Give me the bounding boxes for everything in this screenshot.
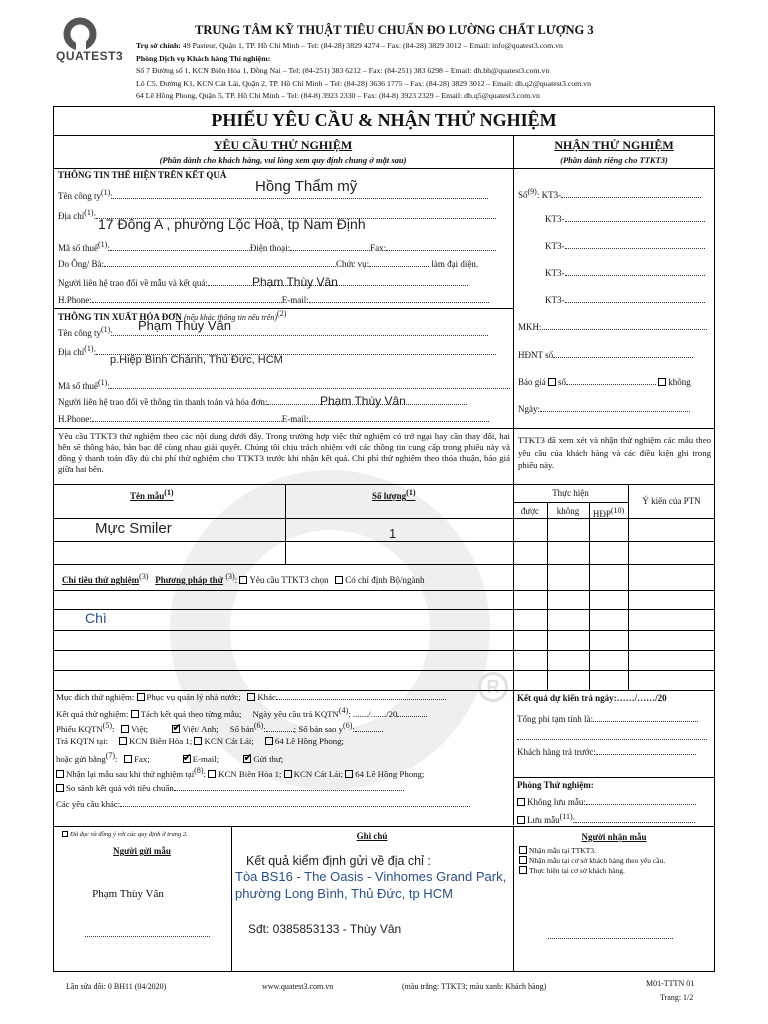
invoice-company-label: Tên công $ty^{(1)}$: xyxy=(58,325,488,338)
col-sample-qty: Số lượng$^{(1)}$ xyxy=(372,488,416,501)
right-header-title: NHẬN THỬ NGHIỆM xyxy=(554,138,674,152)
report-address-label: Địa chỉ$^{(1)}$: xyxy=(58,208,496,221)
report-address-value[interactable]: 17 Đông A , phường Lộc Hoà, tp Nam Định xyxy=(98,216,366,232)
right-kt3-row-2: KT3- xyxy=(545,214,705,224)
send-row: hoặc gửi bằng$^{(7)}$: Fax; ✔ E-mail; ✔ Gửi thư; xyxy=(56,751,283,764)
lab-store-checkbox[interactable] xyxy=(517,816,525,824)
return-catlai-checkbox[interactable] xyxy=(194,737,202,745)
right-hdnt-row: HĐNT số xyxy=(518,350,693,360)
hq-text: 49 Pasteur, Quận 1, TP. Hồ Chí Minh – Tel: (84-28) 3829 4274 – Fax: (84-28) 3829 3012 – Email: info@quatest3.com.vn xyxy=(182,41,563,50)
sample-name-value[interactable]: Mực Smiler xyxy=(95,520,172,537)
note-address: Tòa BS16 - The Oasis - Vinhomes Grand Park, phường Long Bình, Thủ Đức, tp HCM xyxy=(235,869,507,901)
invoice-address-label: Địa chỉ$^{(1)}$: xyxy=(58,344,496,357)
sample-qty-value[interactable]: 1 xyxy=(389,526,397,541)
footer-page: Trang: 1/2 xyxy=(660,993,694,1002)
receiver-options: Nhận mẫu tại TTKT3. Nhận mẫu tại cơ sở khách hàng theo yêu cầu. Thực hiện tại cơ sở khách hàng. xyxy=(519,846,665,876)
report-company-label: Tên công $ty^{(1)}$: xyxy=(58,188,488,201)
note-title: Ghi chú xyxy=(356,831,388,841)
invoice-tax-label: Mã số thuế$^{(1)}$: xyxy=(58,378,510,391)
hq-label: Trụ sở chính: xyxy=(136,41,181,50)
right-so-row: Số$^{(9)}$: KT3- xyxy=(518,187,701,200)
header-contacts xyxy=(136,40,591,103)
right-mkh-row: MKH: xyxy=(518,322,707,332)
invoice-address-value[interactable]: p.Hiệp Bình Chánh, Thủ Đức, HCM xyxy=(110,354,283,366)
expected-row: Kết quả dự kiến trả ngày:……/……/20 xyxy=(517,693,667,703)
invoice-info-title: THÔNG TIN XUẤT HÓA ĐƠN (nếu khác thông tin nêu trên)$^{(2)}$ xyxy=(58,309,287,322)
fee-row: Tổng phí tạm tính là: xyxy=(517,714,698,724)
footer-web[interactable]: www.quatest3.com.vn xyxy=(262,982,334,991)
send-mail-checkbox[interactable] xyxy=(243,755,251,763)
recv-onsite-checkbox[interactable] xyxy=(519,866,527,874)
col-exec: Thực hiện xyxy=(552,488,589,498)
recv-row: Nhận lại mẫu sau khi thử nghiệm tại$^{(8)}$: KCN Biên Hòa 1; KCN Cát Lái; 64 Lê Hồng Phong; xyxy=(56,766,424,779)
invoice-contact-label: Người liên hệ trao đổi về thông tin thanh toán và hóa đơn: xyxy=(58,397,467,407)
return-row: Trả KQTN tại: KCN Biên Hòa 1; KCN Cát Lái; 64 Lê Hồng Phong; xyxy=(56,736,344,746)
result-split-checkbox[interactable] xyxy=(131,710,139,718)
criteria-value[interactable]: Chì xyxy=(85,610,107,626)
report-rep-row: Do Ông/ Bà: Chức vụ: làm đại diện. xyxy=(58,259,479,269)
report-contact-label: Người liên hệ trao đổi về mẫu và kết quả: xyxy=(58,278,468,288)
return-lehongphong-checkbox[interactable] xyxy=(265,737,273,745)
footer-rev: Lần sửa đổi: 0 BH11 (04/2020) xyxy=(66,982,167,991)
compare-row: So sánh kết quả với tiêu chuẩn xyxy=(56,783,404,793)
right-kt3-row-3: KT3- xyxy=(545,241,705,251)
receiver-sign-line xyxy=(548,938,673,939)
col-ptn-opinion: Ý kiến của PTN xyxy=(642,496,701,506)
right-kt3-row-5: KT3- xyxy=(545,295,705,305)
compare-checkbox[interactable] xyxy=(56,784,64,792)
sender-name[interactable]: Phạm Thùy Vân xyxy=(92,888,164,900)
right-ngay-row: Ngày: xyxy=(518,404,690,414)
quatest-logo-icon xyxy=(60,17,120,51)
left-header-title: YÊU CẦU THỬ NGHIỆM xyxy=(213,138,353,152)
service-label: Phòng Dịch vụ Khách hàng Thí nghiệm: xyxy=(136,53,271,63)
purpose-row: Mục đích thử nghiệm: Phục vụ quản lý nhà nước; Khác xyxy=(56,692,446,702)
watermark-registered-icon: R xyxy=(478,672,508,702)
col-exec-no: không xyxy=(556,506,580,516)
note-line1: Kết quả kiểm định gửi về địa chỉ : xyxy=(246,854,431,868)
report-company-value[interactable]: Hồng Thẩm mỹ xyxy=(255,178,358,195)
right-kt3-row-4: KT3- xyxy=(545,268,705,278)
agree-row: Đã đọc và đồng ý với các quy định ở trang 2. xyxy=(62,831,188,838)
report-tax-row: Mã số thuế$^{(1)}$: Điện thoại: Fax: xyxy=(58,240,496,253)
baogia-so-checkbox[interactable] xyxy=(548,378,556,386)
footer-color-note: (màu trắng: TTKT3; màu xanh: Khách hàng) xyxy=(402,982,547,991)
other-row: Các yêu cầu khác: xyxy=(56,799,470,809)
method-ministry-checkbox[interactable] xyxy=(335,576,343,584)
recv-bienhoa-checkbox[interactable] xyxy=(208,770,216,778)
prepaid-row: Khách hàng trả trước: xyxy=(517,747,696,757)
fee-line xyxy=(517,732,707,742)
result-row: Kết quả thử nghiệm: Tách kết quả theo từng mẫu; Ngày yêu cầu trả KQTN$^{(4)}$: ......./......./20 xyxy=(56,706,427,719)
purpose-other-checkbox[interactable] xyxy=(247,693,255,701)
address-lehongphong: 64 Lê Hồng Phong, Quận 5, TP. Hồ Chí Minh – Tel: (84-8) 3923 2330 – Fax: (84-8) 3923 2329 – Email: dh.q5@quatest3.com.vn xyxy=(136,91,540,100)
lab-title: Phòng Thử nghiệm: xyxy=(517,780,594,790)
agreement-right: TTKT3 đã xem xét và nhận thử nghiệm các mẫu theo yêu cầu của khách hàng và các điều kiện ghi trong phiếu này. xyxy=(518,435,711,470)
footer-code: M01-TTTN 01 xyxy=(646,979,695,988)
lang-viet-checkbox[interactable] xyxy=(121,725,129,733)
form-title: PHIẾU YÊU CẦU & NHẬN THỬ NGHIỆM xyxy=(211,110,557,130)
agreement-left: Yêu cầu TTKT3 thử nghiệm theo các nội dung dưới đây. Trong trường hợp việc thử nghiệm có trở ngại hay cần thay đổi, hai bên sẽ thông báo, bàn bạc để cùng nhau giải quyết. Chúng tôi chịu trách nhiệm với các thông tin cung cấp trong phiếu này và đồng ý thanh toán đầy đủ chi phí thử nghiệm cho TTKT3 trước khi nhận kết quả. Chi phí thử nghiệm theo thỏa thuận, báo giá giữa hai bên. xyxy=(58,431,510,474)
recv-sample-checkbox[interactable] xyxy=(56,770,64,778)
agree-checkbox[interactable] xyxy=(62,831,68,837)
recv-catlai-checkbox[interactable] xyxy=(284,770,292,778)
col-exec-hdp: HĐP$^{(10)}$ xyxy=(592,506,625,519)
right-header-subtitle: (Phần dành riêng cho TTKT3) xyxy=(560,155,668,165)
lab-nostore-checkbox[interactable] xyxy=(517,798,525,806)
recv-lehongphong-checkbox[interactable] xyxy=(345,770,353,778)
send-fax-checkbox[interactable] xyxy=(124,755,132,763)
report-hphone-row: H.Phone: E-mail: xyxy=(58,295,489,305)
invoice-company-value[interactable]: Phạm Thùy Vân xyxy=(138,318,231,333)
address-bienhoa: Số 7 Đường số 1, KCN Biên Hòa 1, Đồng Nai – Tel: (84-251) 383 6212 – Fax: (84-251) 383 6298 – Email: dh.bh@quatest3.com.vn xyxy=(136,66,550,75)
report-contact-value[interactable]: Phạm Thùy Vân xyxy=(252,275,338,289)
note-phone: Sđt: 0385853133 - Thùy Vân xyxy=(248,922,402,936)
org-name: TRUNG TÂM KỸ THUẬT TIÊU CHUẨN ĐO LƯỜNG CHẤT LƯỢNG 3 xyxy=(195,23,594,37)
sender-title: Người gửi mẫu xyxy=(113,846,171,856)
lab-store-row: Lưu mẫu$^{(11)}$: xyxy=(517,812,695,825)
logo xyxy=(56,17,124,67)
recv-customer-checkbox[interactable] xyxy=(519,856,527,864)
recv-ttkt3-checkbox[interactable] xyxy=(519,846,527,854)
sender-sign-line xyxy=(85,936,210,937)
purpose-state-checkbox[interactable] xyxy=(137,693,145,701)
form-frame xyxy=(53,106,715,972)
lab-nostore-row: Không lưu mẫu: xyxy=(517,797,696,807)
lang-row: Phiếu KQTN$^{(5)}$: Việt; ✔ Việt/ Anh; Số bản$^{(6)}$: ; Số bản sao $y^{(6)}$: xyxy=(56,721,383,734)
criteria-row: Chỉ tiêu thử nghiệm$^{(3)}$ Phương pháp thử $^{(3)}$: Yêu cầu TTKT3 chọn Có chỉ định Bộ/ngành xyxy=(62,572,425,585)
report-info-title: THÔNG TIN THỂ HIỆN TRÊN KẾT QUẢ xyxy=(58,170,227,180)
right-baogia-row: Báo giá số không xyxy=(518,377,691,387)
lang-vietanh-checkbox[interactable] xyxy=(172,725,180,733)
address-catlai: Lô C5, Đường K1, KCN Cát Lái, Quận 2, TP. Hồ Chí Minh – Tel: (84-28) 3636 1775 – Fax: (84-28) 3829 3012 – Email: dh.q2@quatest3.com.vn xyxy=(136,78,591,88)
receiver-title: Người nhận mẫu xyxy=(581,832,647,842)
invoice-hphone-row: H.Phone: E-mail: xyxy=(58,414,489,424)
col-exec-yes: được xyxy=(520,506,540,516)
col-sample-name: Tên mẫu$^{(1)}$ xyxy=(130,488,174,501)
invoice-contact-value[interactable]: Phạm Thùy Vân xyxy=(320,394,406,408)
return-bienhoa-checkbox[interactable] xyxy=(119,737,127,745)
method-ttkt3-checkbox[interactable] xyxy=(239,576,247,584)
send-email-checkbox[interactable] xyxy=(183,755,191,763)
baogia-khong-checkbox[interactable] xyxy=(658,378,666,386)
left-header-subtitle: (Phần dành cho khách hàng, vui lòng xem quy định chung ở mặt sau) xyxy=(159,155,407,165)
logo-text: QUATEST3 xyxy=(56,49,124,63)
